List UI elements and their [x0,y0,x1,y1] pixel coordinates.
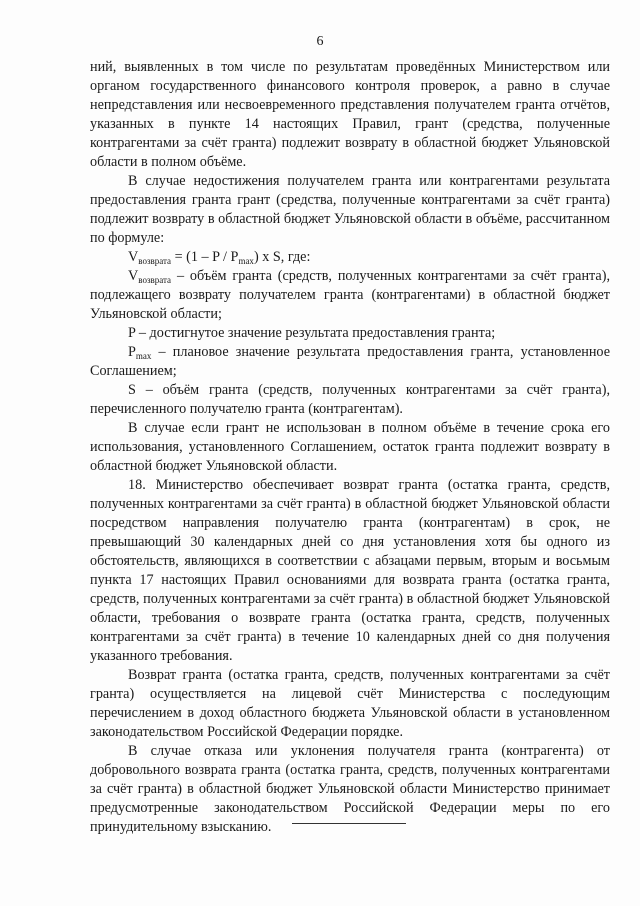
end-divider [292,823,406,824]
document-body [90,58,610,837]
definition-pmax [90,343,610,381]
definition-p: P – достигнутое значение результата предоставления гранта; [128,325,496,341]
paragraph-6: В случае отказа или уклонения получателя гранта (контрагента) от добровольного возврата гранта (остатка гранта, средств, полученных контрагентами за счёт гранта) в областной бюджет Ульяновской области Министерство принимает предусмотренные законодательством Российской Федерации меры по его принудительному взысканию. [90,743,610,835]
page-number: 6 [316,34,324,49]
formula-v-subscript: возврата [138,256,172,266]
definition-pmax-text: – плановое значение результата предоставления гранта, установленное Соглашением; [90,344,610,379]
definition-v-symbol: V [128,268,139,284]
definition-pmax-symbol: P [128,344,136,360]
definition-v-text: – объём гранта (средств, полученных контрагентами за счёт гранта), подлежащего возврату получателем гранта (контрагентами) в областной бюджет Ульяновской области; [90,268,610,322]
paragraph-1: ний, выявленных в том числе по результатам проведённых Министерством или органом государственного финансового контроля проверок, а равно в случае непредставления или несвоевременного представления получателем гранта отчётов, указанных в пункте 14 настоящих Правил, грант (средства, полученные контрагентами за счёт гранта) подлежит возврату в областной бюджет Ульяновской области в полном объёме. [90,59,610,170]
definition-s: S – объём гранта (средств, полученных контрагентами за счёт гранта), перечисленного получателю гранта (контрагентам). [90,382,610,417]
formula-middle: = (1 – P / P [171,249,239,265]
paragraph-2: В случае недостижения получателем гранта или контрагентами результата предоставления гранта грант (средства, полученные контрагентами за счёт гранта) подлежит возврату в областной бюджет Ульяновской области в объёме, рассчитанном по формуле: [90,173,610,246]
formula-pmax-subscript: max [238,256,254,266]
formula-v: V [128,249,139,265]
paragraph-4: 18. Министерство обеспечивает возврат гранта (остатка гранта, средств, полученных контрагентами за счёт гранта) в областной бюджет Ульяновской области посредством направления получателю гранта (контрагентам) в срок, не превышающий 30 календарных дней со дня установления хотя бы одного из обстоятельств, являющихся в соответствии с абзацами первым, вторым и восьмым пункта 17 настоящих Правил основаниями для возврата гранта (остатка гранта, средств, полученных контрагентами за счёт гранта) в областной бюджет Ульяновской области, требования о возврате гранта (остатка гранта, средств, полученных контрагентами за счёт гранта) в течение 10 календарных дней со дня получения указанного требования. [90,477,610,664]
definition-v-subscript: возврата [138,275,172,285]
formula-end: ) x S, где: [253,249,311,265]
paragraph-3: В случае если грант не использован в полном объёме в течение срока его использования, установленного Соглашением, остаток гранта подлежит возврату в областной бюджет Ульяновской области. [90,420,610,474]
paragraph-5: Возврат гранта (остатка гранта, средств, полученных контрагентами за счёт гранта) осуществляется на лицевой счёт Министерства с последующим перечислением в доход областного бюджета Ульяновской области в установленном законодательством Российской Федерации порядке. [90,667,610,740]
definition-pmax-subscript: max [135,351,152,361]
formula [90,248,610,267]
definition-v [90,267,610,324]
